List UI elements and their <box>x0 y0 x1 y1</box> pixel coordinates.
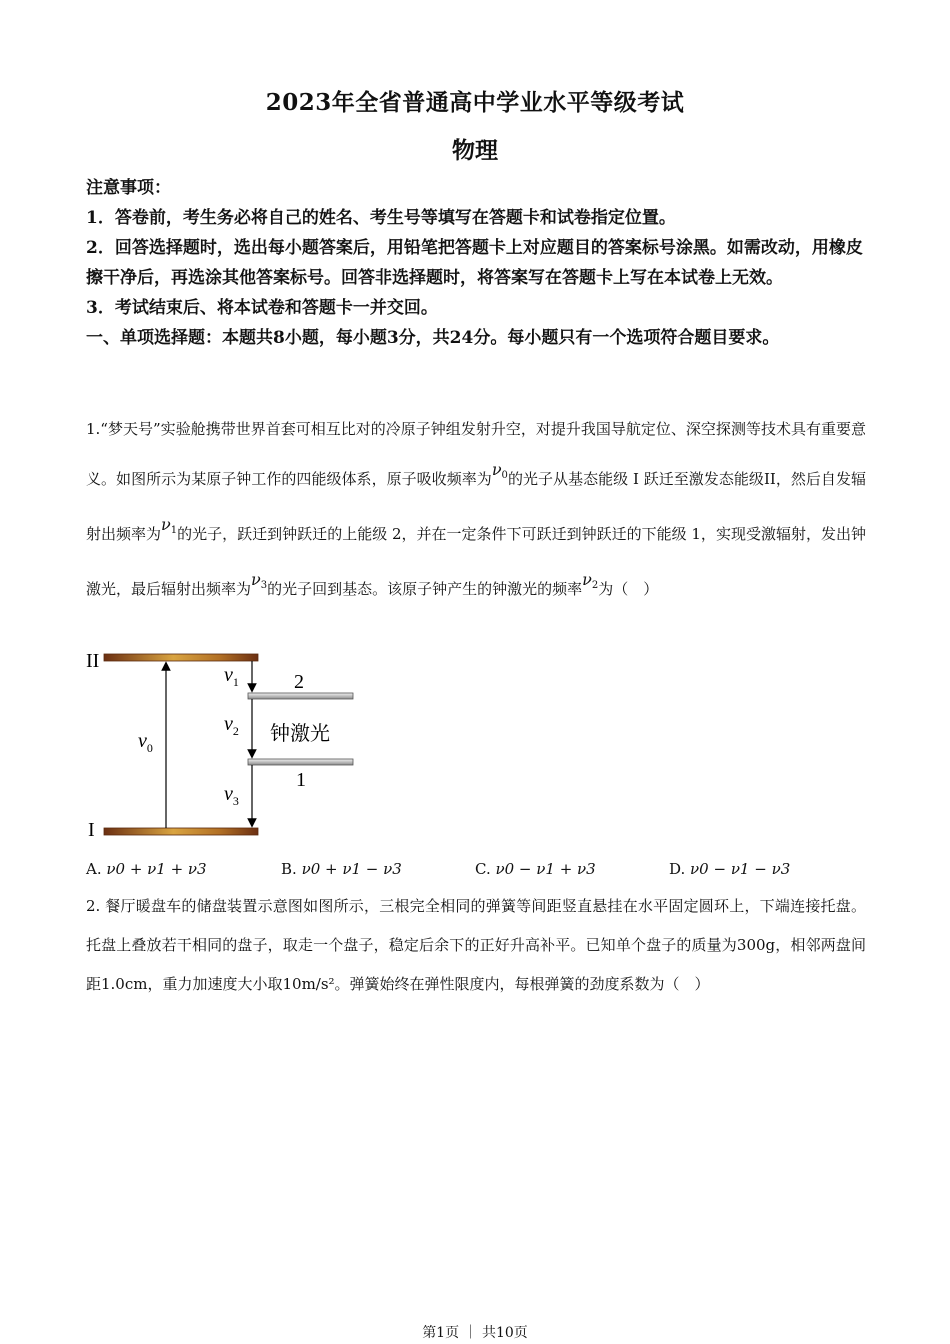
nu2-symbol: $\nu_2$ <box>582 570 599 591</box>
option-a-formula: ν0 + ν1 + ν3 <box>106 860 207 878</box>
option-a[interactable]: A. ν0 + ν1 + ν3 <box>86 860 207 878</box>
nu2-label: $\nu_2$ <box>224 713 239 738</box>
section-heading: 一、单项选择题：本题共8小题，每小题3分，共24分。每小题只有一个选项符合题目要求。 <box>86 328 780 348</box>
option-d-formula: ν0 − ν1 − ν3 <box>690 860 791 878</box>
level-II-bar <box>104 654 258 661</box>
exam-notes <box>86 173 876 353</box>
nu1-symbol: $\nu_1$ <box>161 515 178 536</box>
option-c-formula: ν0 − ν1 + ν3 <box>495 860 596 878</box>
note-item: 1．答卷前，考生务必将自己的姓名、考生号等填写在答题卡和试卷指定位置。 <box>86 208 676 228</box>
level-II-label: II <box>86 650 100 672</box>
nu0-symbol: $\nu_0$ <box>491 460 508 481</box>
option-b[interactable]: B. ν0 + ν1 − ν3 <box>281 860 402 878</box>
nu3-label: $\nu_3$ <box>224 783 239 808</box>
notes-heading: 注意事项： <box>86 178 171 198</box>
level-1-label: 1 <box>296 769 306 791</box>
nu3-symbol: $\nu_3$ <box>251 570 268 591</box>
note-item: 2．回答选择题时，选出每小题答案后，用铅笔把答题卡上对应题目的答案标号涂黑。如需改动，用橡皮擦干净后，再选涂其他答案标号。回答非选择题时，将答案写在答题卡上写在本试卷上无效。 <box>86 238 863 288</box>
nu0-label: $\nu_0$ <box>138 730 153 755</box>
option-b-formula: ν0 + ν1 − ν3 <box>301 860 402 878</box>
level-I-label: I <box>88 819 95 841</box>
clock-laser-label: 钟激光 <box>270 721 330 745</box>
exam-title: 2023年全省普通高中学业水平等级考试 <box>265 89 685 116</box>
level-2-bar <box>248 693 353 699</box>
option-d[interactable]: D. ν0 − ν1 − ν3 <box>669 860 791 878</box>
page-footer: 第1页 ｜ 共10页 <box>422 1325 528 1341</box>
level-1-bar <box>248 759 353 765</box>
nu1-label: $\nu_1$ <box>224 664 239 689</box>
subject-title: 物理 <box>452 137 498 164</box>
question-2 <box>86 887 866 1004</box>
level-2-label: 2 <box>294 671 304 693</box>
energy-level-diagram <box>86 648 366 844</box>
question-2-text: 2. 餐厅暖盘车的储盘装置示意图如图所示，三根完全相同的弹簧等间距竖直悬挂在水平固定圆环上，下端连接托盘。托盘上叠放若干相同的盘子，取走一个盘子，稳定后余下的正好升高补平。已知单个盘子的质量为300g，相邻两盘间距1.0cm，重力加速度大小取10m/s²。弹簧始终在弹性限度内，每根弹簧的劲度系数为（ ） <box>86 897 866 993</box>
question-1-text: 1.“梦天号”实验舱携带世界首套可相互比对的冷原子钟组发射升空，对提升我国导航定位、深空探测等技术具有重要意义。如图所示为某原子钟工作的四能级体系，原子吸收频率为$\nu_0$的光子从基态能级 I 跃迁至激发态能级II，然后自发辐射出频率为$\nu_1$的光子，跃迁到钟跃迁的上能级 2，并在一定条件下可跃迁到钟跃迁的下能级 1，实现受激辐射，发出钟激光，最后辐射出频率为$\nu_3$的光子回到基态。该原子钟产生的钟激光的频率$\nu_2$为（ ） <box>86 420 866 598</box>
note-item: 3．考试结束后、将本试卷和答题卡一并交回。 <box>86 298 438 318</box>
question-1-options <box>86 860 866 884</box>
level-I-bar <box>104 828 258 835</box>
option-c[interactable]: C. ν0 − ν1 + ν3 <box>475 860 596 878</box>
question-1 <box>86 405 866 619</box>
